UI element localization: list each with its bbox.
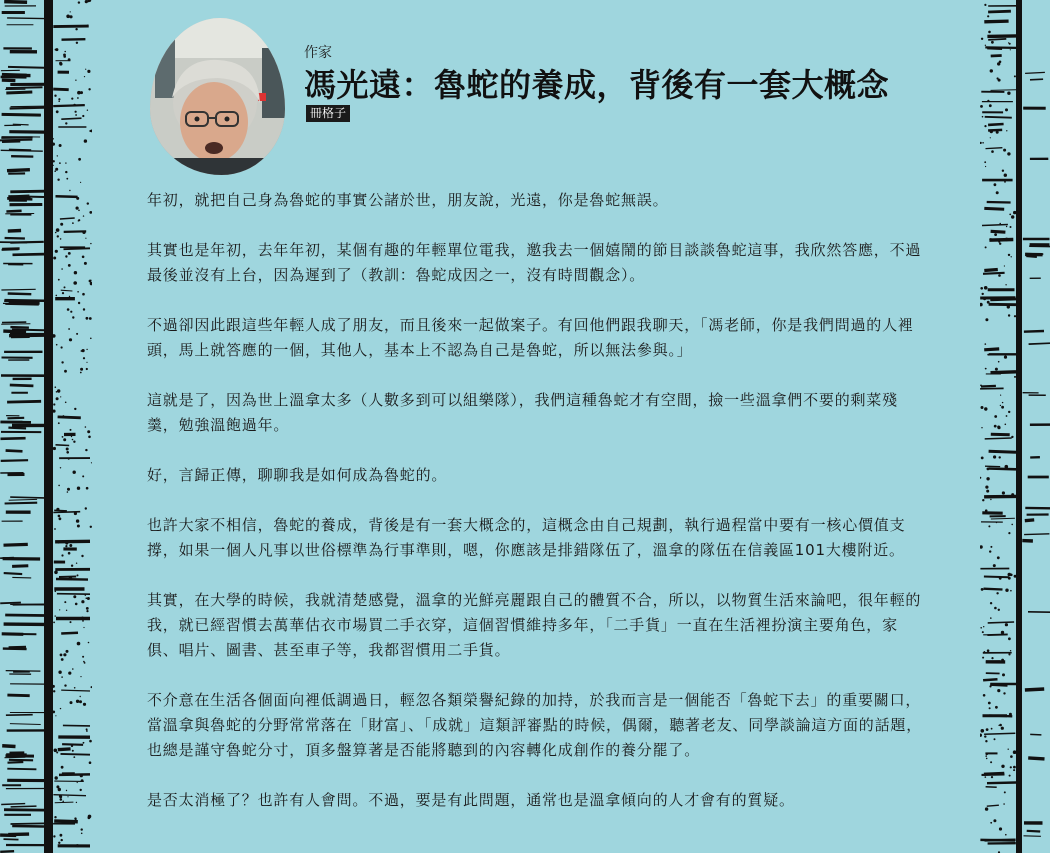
article-page xyxy=(92,0,980,853)
left-decorative-border xyxy=(0,0,92,853)
article-paragraph: 其實，在大學的時候，我就清楚感覺，溫拿的光鮮亮麗跟自己的體質不合，所以，以物質生活來論吧，很年輕的我，就已經習慣去萬華估衣市場買二手衣穿，這個習慣維持多年，「二手貨」一直在生活裡扮演主要角色，家俱、唱片、圖書、甚至車子等，我都習慣用二手貨。 xyxy=(147,591,922,659)
article-paragraph: 其實也是年初，去年年初，某個有趣的年輕單位電我，邀我去一個嬉鬧的節目談談魯蛇這事，我欣然答應，不過最後並沒有上台，因為遲到了（教訓：魯蛇成因之一，沒有時間觀念）。 xyxy=(147,241,922,284)
article-title: 馮光遠：魯蛇的養成，背後有一套大概念 xyxy=(304,66,890,104)
article-paragraph: 也許大家不相信，魯蛇的養成，背後是有一套大概念的，這概念由自己規劃，執行過程當中要有一核心價值支撐，如果一個人凡事以世俗標準為行事準則，嗯，你應該是排錯隊伍了，溫拿的隊伍在信義區101大樓附近。 xyxy=(147,516,906,559)
article-body xyxy=(147,188,929,838)
article-paragraph: 這就是了，因為世上溫拿太多（人數多到可以組樂隊），我們這種魯蛇才有空間，撿一些溫拿們不要的剩菜殘羹，勉強溫飽過年。 xyxy=(147,391,898,434)
article-paragraph: 好，言歸正傳，聊聊我是如何成為魯蛇的。 xyxy=(147,466,448,484)
article-paragraph: 不過卻因此跟這些年輕人成了朋友，而且後來一起做案子。有回他們跟我聊天，「馮老師，你是我們問過的人裡頭，馬上就答應的一個，其他人，基本上不認為自己是魯蛇，所以無法參與。」 xyxy=(147,316,914,359)
article-header xyxy=(150,18,950,178)
article-paragraph: 不介意在生活各個面向裡低調過日，輕忽各類榮譽紀錄的加持，於我而言是一個能否「魯蛇下去」的重要關口，當溫拿與魯蛇的分野常常落在「財富」、「成就」這類評審點的時候，偶爾，聽著老友、同學談論這方面的話題，也總是謹守魯蛇分寸，頂多盤算著是否能將聽到的內容轉化成創作的養分罷了。 xyxy=(147,691,923,759)
category-label: 作家 xyxy=(304,45,332,61)
author-avatar xyxy=(150,18,285,175)
article-paragraph: 是否太消極了？也許有人會問。不過，要是有此問題，通常也是溫拿傾向的人才會有的質疑。 xyxy=(147,791,795,809)
author-tag[interactable]: 冊格子 xyxy=(306,105,350,122)
article-paragraph: 年初，就把自己身為魯蛇的事實公諸於世，朋友說，光遠，你是魯蛇無誤。 xyxy=(147,191,669,209)
right-decorative-border xyxy=(980,0,1050,853)
